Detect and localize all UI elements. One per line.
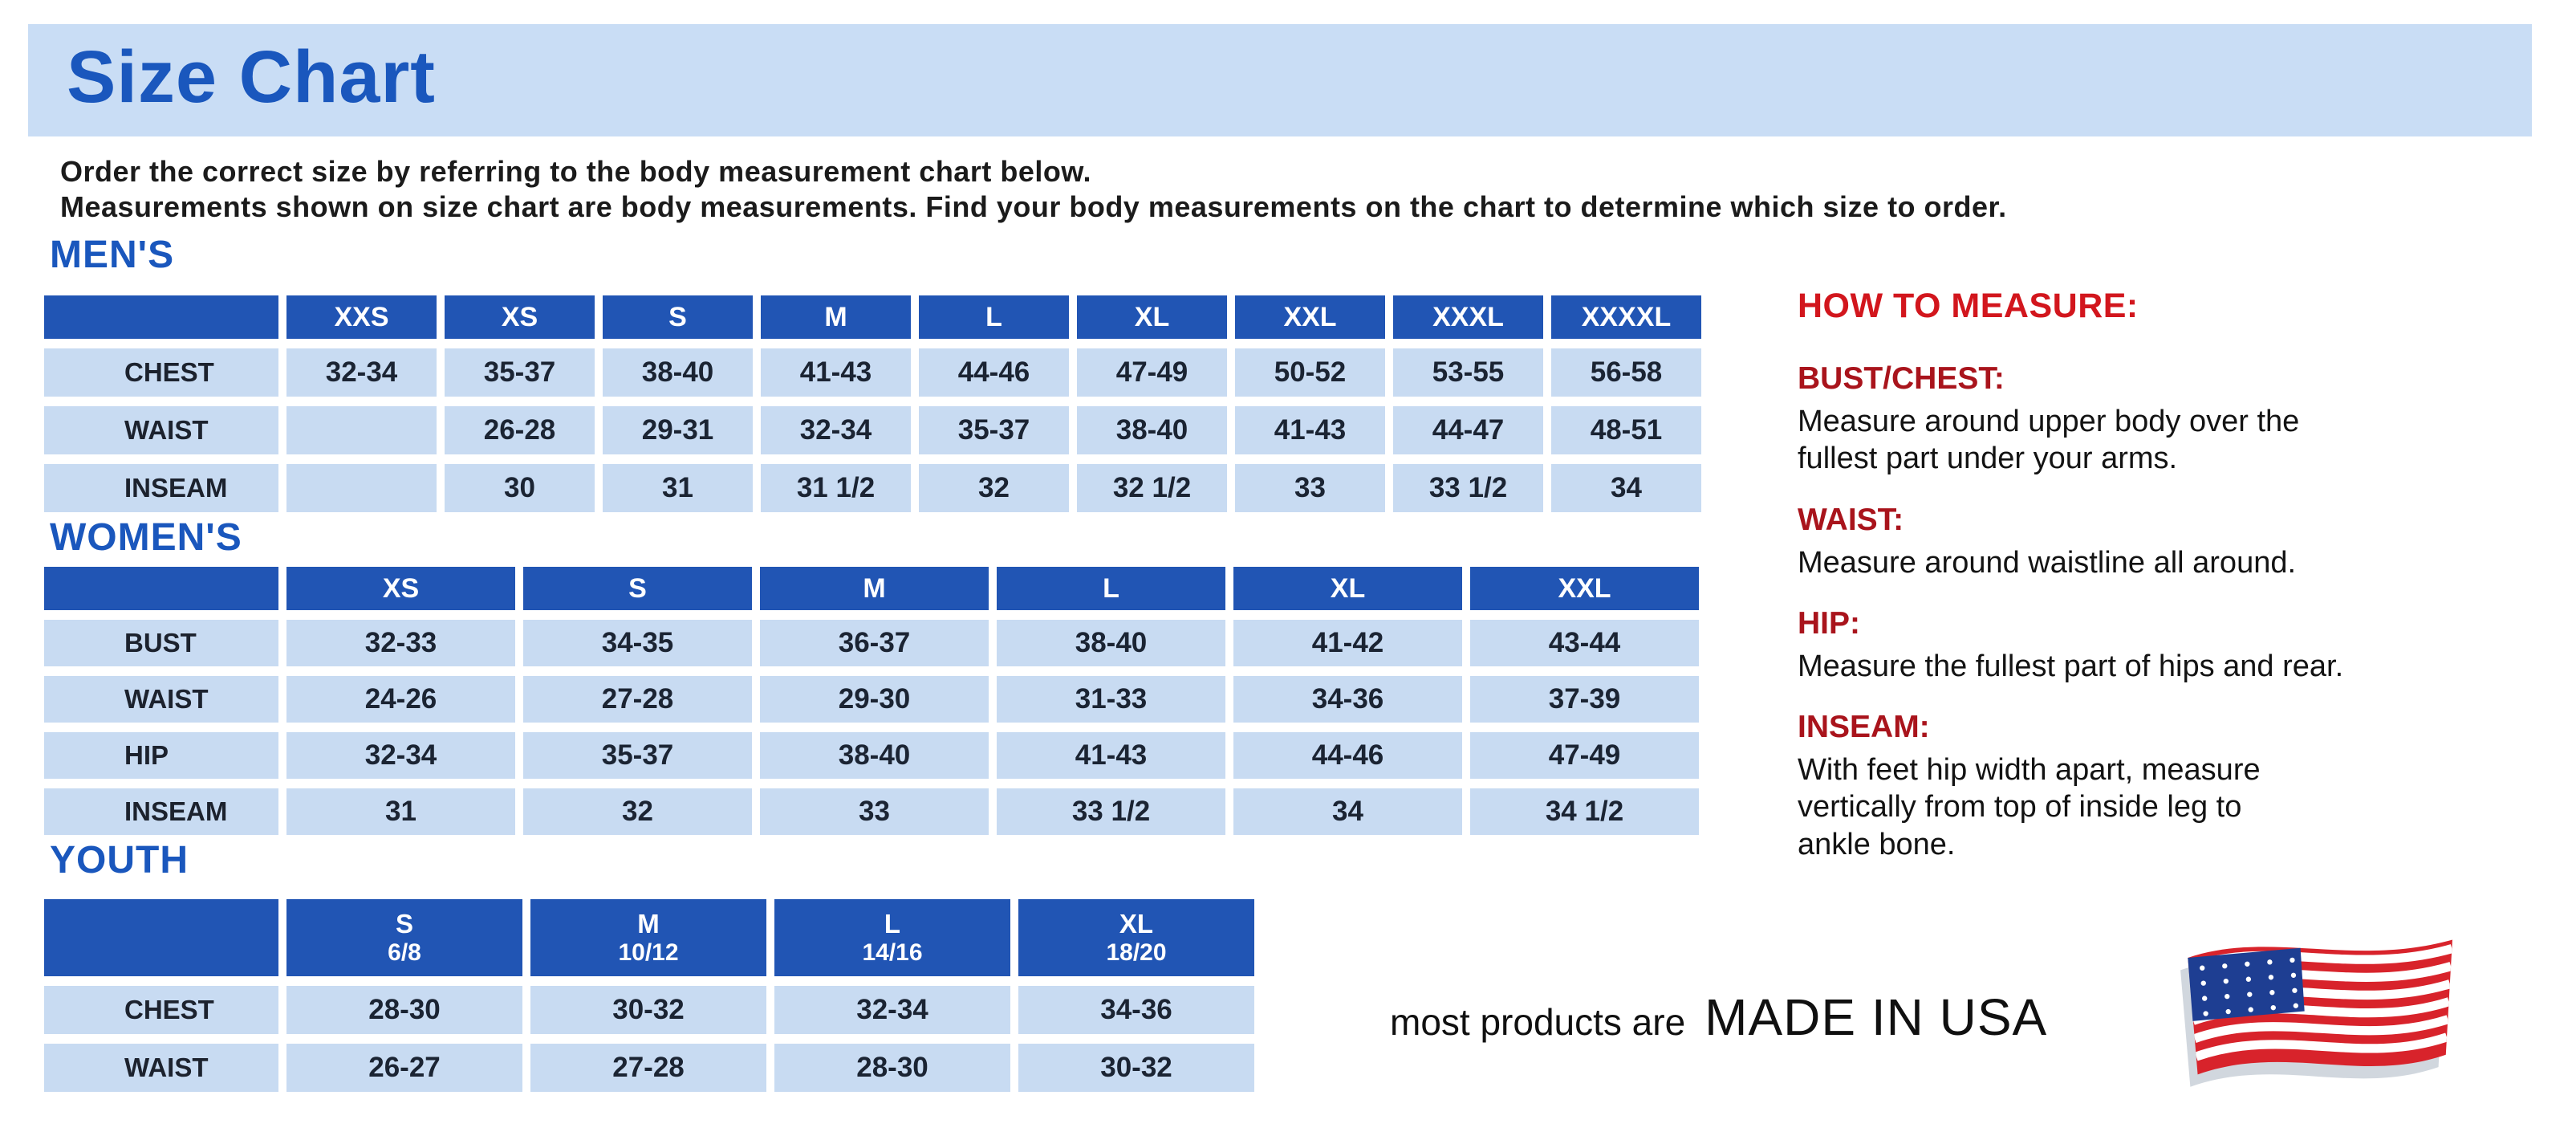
youth-size-range: 10/12 [618, 939, 679, 966]
data-cell: 35-37 [445, 348, 595, 397]
measure-heading-hip: HIP: [1798, 605, 1860, 641]
mens-col-header: XXXXL [1551, 295, 1701, 339]
mens-col-header: XL [1077, 295, 1227, 339]
mens-col-header: XXXL [1393, 295, 1543, 339]
intro-line-1: Order the correct size by referring to the body measurement chart below. [60, 155, 1091, 188]
table-row [44, 620, 1699, 666]
data-cell: 32-33 [286, 620, 515, 666]
data-cell [286, 464, 437, 512]
data-cell: 44-46 [1233, 732, 1462, 779]
data-cell: 38-40 [997, 620, 1225, 666]
youth-col-header [530, 899, 766, 976]
data-cell: 24-26 [286, 676, 515, 723]
row-label-cell: BUST [44, 620, 278, 666]
data-cell: 43-44 [1470, 620, 1699, 666]
measure-text-line: With feet hip width apart, measure [1798, 752, 2261, 787]
youth-col-header [286, 899, 522, 976]
table-row [44, 676, 1699, 723]
usa-flag-icon [2163, 923, 2468, 1096]
data-cell: 32-34 [286, 348, 437, 397]
table-row [44, 406, 1701, 454]
data-cell: 34 [1551, 464, 1701, 512]
data-cell [286, 406, 437, 454]
data-cell: 32-34 [774, 986, 1010, 1034]
data-cell: 32 [919, 464, 1069, 512]
womens-corner-cell [44, 567, 278, 610]
youth-size-range: 6/8 [388, 939, 421, 966]
womens-col-header: XL [1233, 567, 1462, 610]
mens-header-row [44, 295, 1701, 339]
data-cell: 28-30 [774, 1044, 1010, 1092]
data-cell: 37-39 [1470, 676, 1699, 723]
womens-header-row [44, 567, 1699, 610]
data-cell: 26-27 [286, 1044, 522, 1092]
data-cell: 32 [523, 788, 752, 835]
data-cell: 48-51 [1551, 406, 1701, 454]
row-label-cell: CHEST [44, 986, 278, 1034]
mens-col-header: M [761, 295, 911, 339]
table-row [44, 788, 1699, 835]
row-label-cell: WAIST [44, 1044, 278, 1092]
mens-section-label: MEN'S [50, 234, 175, 276]
row-label-cell: INSEAM [44, 464, 278, 512]
usa-flag-svg [2163, 923, 2468, 1096]
data-cell: 33 1/2 [997, 788, 1225, 835]
data-cell: 31 1/2 [761, 464, 911, 512]
data-cell: 41-43 [1235, 406, 1385, 454]
mens-col-header: S [603, 295, 753, 339]
data-cell: 29-31 [603, 406, 753, 454]
data-cell: 32 1/2 [1077, 464, 1227, 512]
data-cell: 27-28 [523, 676, 752, 723]
data-cell: 31 [603, 464, 753, 512]
youth-corner-cell [44, 899, 278, 976]
table-row [44, 732, 1699, 779]
data-cell: 33 [1235, 464, 1385, 512]
youth-size-range: 18/20 [1106, 939, 1167, 966]
measure-heading-inseam: INSEAM: [1798, 710, 1930, 745]
mens-col-header: XXS [286, 295, 437, 339]
data-cell: 38-40 [1077, 406, 1227, 454]
title-banner [28, 24, 2532, 136]
page-title: Size Chart [67, 36, 436, 118]
data-cell: 31-33 [997, 676, 1225, 723]
youth-size-table [36, 890, 1262, 1101]
womens-col-header: M [760, 567, 989, 610]
mens-col-header: L [919, 295, 1069, 339]
data-cell: 27-28 [530, 1044, 766, 1092]
measure-text-line: fullest part under your arms. [1798, 442, 2178, 476]
mens-col-header: XS [445, 295, 595, 339]
intro-line-2: Measurements shown on size chart are body measurements. Find your body measurements on the chart to determine which size to order. [60, 190, 2007, 223]
youth-section-label: YOUTH [50, 839, 189, 882]
table-row [44, 1044, 1254, 1092]
youth-size-range: 14/16 [862, 939, 923, 966]
row-label-cell: CHEST [44, 348, 278, 397]
measure-heading-bust-chest: BUST/CHEST: [1798, 361, 2005, 397]
measure-text-line: Measure the fullest part of hips and rear. [1798, 649, 2344, 683]
data-cell: 30 [445, 464, 595, 512]
womens-size-table [36, 557, 1707, 845]
data-cell: 47-49 [1077, 348, 1227, 397]
data-cell: 56-58 [1551, 348, 1701, 397]
table-row [44, 986, 1254, 1034]
how-to-measure-title: HOW TO MEASURE: [1798, 287, 2139, 325]
youth-size-letter: XL [1119, 908, 1154, 939]
data-cell: 31 [286, 788, 515, 835]
data-cell: 41-43 [761, 348, 911, 397]
data-cell: 35-37 [919, 406, 1069, 454]
data-cell: 32-34 [761, 406, 911, 454]
mens-col-header: XXL [1235, 295, 1385, 339]
data-cell: 34 [1233, 788, 1462, 835]
measure-text-line: vertically from top of inside leg to [1798, 790, 2242, 825]
data-cell: 34-36 [1018, 986, 1254, 1034]
measure-heading-waist: WAIST: [1798, 502, 1904, 537]
made-in-usa-label: MADE IN USA [1704, 988, 2048, 1046]
data-cell: 36-37 [760, 620, 989, 666]
data-cell: 29-30 [760, 676, 989, 723]
data-cell: 33 1/2 [1393, 464, 1543, 512]
data-cell: 41-42 [1233, 620, 1462, 666]
made-in-prefix: most products are [1390, 1001, 1686, 1043]
youth-header-row [44, 899, 1254, 976]
mens-corner-cell [44, 295, 278, 339]
row-label-cell: INSEAM [44, 788, 278, 835]
data-cell: 50-52 [1235, 348, 1385, 397]
youth-size-letter: L [884, 908, 901, 939]
data-cell: 26-28 [445, 406, 595, 454]
data-cell: 30-32 [530, 986, 766, 1034]
data-cell: 44-47 [1393, 406, 1543, 454]
youth-size-letter: S [395, 908, 413, 939]
table-row [44, 348, 1701, 397]
data-cell: 34 1/2 [1470, 788, 1699, 835]
womens-col-header: XS [286, 567, 515, 610]
womens-col-header: S [523, 567, 752, 610]
youth-size-letter: M [637, 908, 660, 939]
row-label-cell: WAIST [44, 406, 278, 454]
data-cell: 30-32 [1018, 1044, 1254, 1092]
how-to-measure-section [1798, 287, 2560, 863]
data-cell: 34-36 [1233, 676, 1462, 723]
measure-text-line: ankle bone. [1798, 827, 1956, 861]
womens-col-header: L [997, 567, 1225, 610]
data-cell: 44-46 [919, 348, 1069, 397]
intro-text [60, 154, 2007, 225]
data-cell: 41-43 [997, 732, 1225, 779]
measure-text-line: Measure around upper body over the [1798, 405, 2300, 439]
data-cell: 38-40 [603, 348, 753, 397]
womens-section-label: WOMEN'S [50, 516, 242, 559]
made-in-usa-footer [1390, 987, 2047, 1047]
data-cell: 35-37 [523, 732, 752, 779]
data-cell: 32-34 [286, 732, 515, 779]
row-label-cell: HIP [44, 732, 278, 779]
row-label-cell: WAIST [44, 676, 278, 723]
data-cell: 53-55 [1393, 348, 1543, 397]
data-cell: 33 [760, 788, 989, 835]
youth-col-header [1018, 899, 1254, 976]
data-cell: 47-49 [1470, 732, 1699, 779]
data-cell: 28-30 [286, 986, 522, 1034]
table-row [44, 464, 1701, 512]
measure-text-line: Measure around waistline all around. [1798, 545, 2297, 580]
womens-col-header: XXL [1470, 567, 1699, 610]
mens-size-table [36, 286, 1709, 522]
data-cell: 34-35 [523, 620, 752, 666]
youth-col-header [774, 899, 1010, 976]
data-cell: 38-40 [760, 732, 989, 779]
